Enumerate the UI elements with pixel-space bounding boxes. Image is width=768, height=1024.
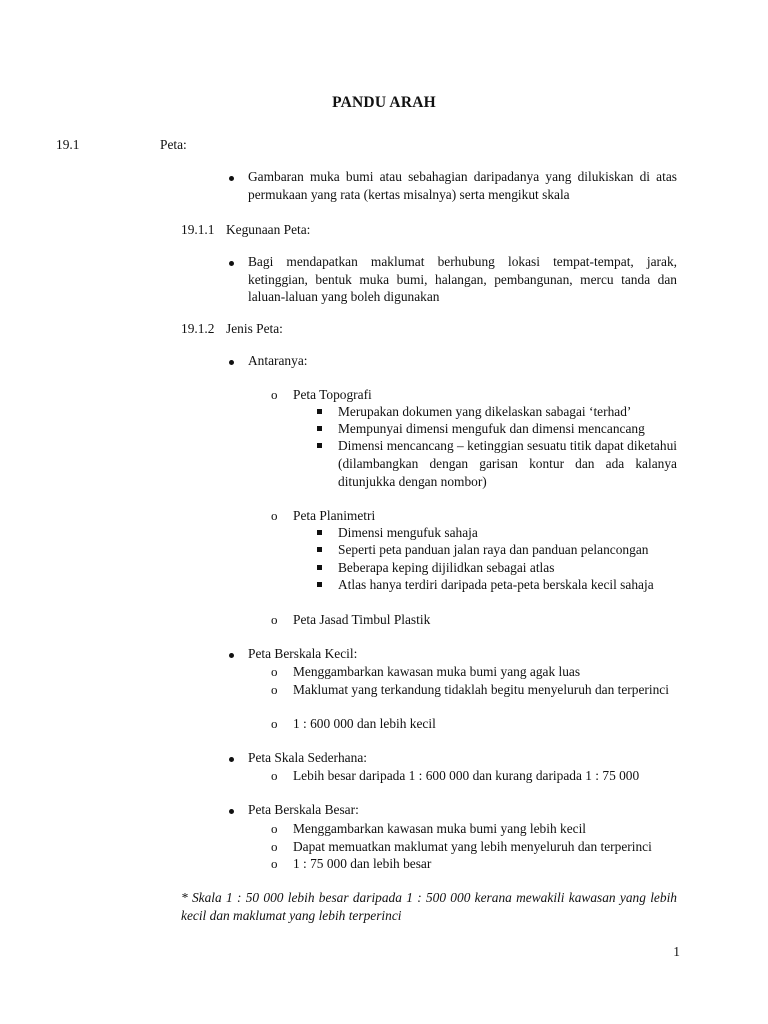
topografi-item: Mempunyai dimensi mengufuk dan dimensi mencancang	[338, 421, 645, 436]
skala-sederhana-item: Lebih besar daripada 1 : 600 000 dan kurang daripada 1 : 75 000	[293, 768, 640, 783]
bullet-disc	[229, 809, 234, 814]
skala-besar-item: 1 : 75 000 dan lebih besar	[293, 856, 432, 871]
planimetri-item: Dimensi mengufuk sahaja	[338, 525, 478, 540]
circle-bullet: o	[271, 664, 278, 679]
topografi-item: Dimensi mencancang – ketinggian sesuatu titik dapat diketahui (dilambangkan dengan garisan kontur dan ada kalanya ditunjukka dengan nombor)	[338, 438, 677, 489]
subsection-label: Kegunaan Peta:	[226, 222, 311, 237]
circle-bullet: o	[271, 682, 278, 697]
square-bullet	[317, 409, 322, 414]
square-bullet	[317, 547, 322, 552]
square-bullet	[317, 443, 322, 448]
square-bullet	[317, 582, 322, 587]
skala-kecil-item: Menggambarkan kawasan muka bumi yang agak luas	[293, 664, 581, 679]
circle-bullet: o	[271, 856, 278, 871]
skala-kecil-item: 1 : 600 000 dan lebih kecil	[293, 716, 436, 731]
topografi-label: Peta Topografi	[293, 387, 372, 402]
antaranya-label: Antaranya:	[248, 353, 308, 368]
jasad-label: Peta Jasad Timbul Plastik	[293, 612, 431, 627]
bullet-disc	[229, 757, 234, 762]
skala-sederhana-label: Peta Skala Sederhana:	[248, 750, 367, 765]
circle-bullet: o	[271, 387, 278, 402]
circle-bullet: o	[271, 612, 278, 627]
bullet-disc	[229, 360, 234, 365]
skala-besar-label: Peta Berskala Besar:	[248, 802, 359, 817]
bullet-disc	[229, 261, 234, 266]
planimetri-item: Atlas hanya terdiri daripada peta-peta berskala kecil sahaja	[338, 577, 654, 592]
section-label: Peta:	[160, 137, 187, 152]
page-title: PANDU ARAH	[332, 94, 436, 111]
page-number: 1	[673, 944, 680, 959]
circle-bullet: o	[271, 839, 278, 854]
planimetri-item: Beberapa keping dijilidkan sebagai atlas	[338, 560, 555, 575]
peta-definition: Gambaran muka bumi atau sebahagian daripadanya yang dilukiskan di atas permukaan yang rata (kertas misalnya) serta mengikut skala	[248, 169, 677, 202]
scale-note: * Skala 1 : 50 000 lebih besar daripada 1 : 500 000 kerana mewakili kawasan yang lebih kecil dan maklumat yang lebih terperinci	[181, 890, 677, 923]
kegunaan-text: Bagi mendapatkan maklumat berhubung lokasi tempat-tempat, jarak, ketinggian, bentuk muka bumi, halangan, pembangunan, mercu tanda dan laluan-laluan yang boleh digunakan	[248, 254, 677, 304]
subsection-number: 19.1.2	[181, 321, 215, 336]
circle-bullet: o	[271, 508, 278, 523]
planimetri-label: Peta Planimetri	[293, 508, 376, 523]
square-bullet	[317, 530, 322, 535]
square-bullet	[317, 426, 322, 431]
planimetri-item: Seperti peta panduan jalan raya dan panduan pelancongan	[338, 542, 649, 557]
bullet-disc	[229, 176, 234, 181]
topografi-item: Merupakan dokumen yang dikelaskan sabagai ‘terhad’	[338, 404, 632, 419]
skala-besar-item: Dapat memuatkan maklumat yang lebih menyeluruh dan terperinci	[293, 839, 652, 854]
skala-kecil-item: Maklumat yang terkandung tidaklah begitu menyeluruh dan terperinci	[293, 682, 669, 697]
section-number: 19.1	[56, 137, 80, 152]
circle-bullet: o	[271, 716, 278, 731]
circle-bullet: o	[271, 821, 278, 836]
circle-bullet: o	[271, 768, 278, 783]
skala-kecil-label: Peta Berskala Kecil:	[248, 646, 358, 661]
subsection-number: 19.1.1	[181, 222, 215, 237]
skala-besar-item: Menggambarkan kawasan muka bumi yang lebih kecil	[293, 821, 587, 836]
subsection-label: Jenis Peta:	[226, 321, 283, 336]
bullet-disc	[229, 653, 234, 658]
square-bullet	[317, 565, 322, 570]
